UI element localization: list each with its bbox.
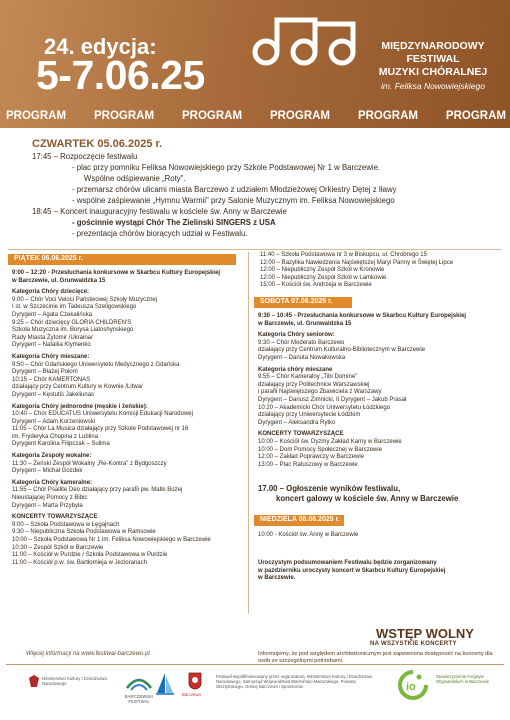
festival-patron: im. Feliksa Nowowiejskiego bbox=[381, 81, 485, 91]
concert-line: 12:00 – Niepubliczny Zespół Szkół w Lamkowie bbox=[260, 274, 387, 281]
thursday-line: - prezentacja chórów biorących udział w Festiwalu. bbox=[72, 229, 248, 238]
section-heading: Kategoria Chóry kameralne: bbox=[12, 479, 93, 486]
section-heading: Kategoria Chóry dziecięce: bbox=[12, 289, 90, 296]
program-label: PROGRAM bbox=[445, 110, 506, 122]
program-line: Rady Miasta Żytomir /Ukraina/ bbox=[12, 334, 93, 341]
program-line: Dyrygent Karolina Filipczak – Sulima bbox=[12, 441, 110, 448]
header-banner bbox=[0, 0, 510, 128]
program-line: 9:00 – Szkoła Podstawowa w Łęgajnach bbox=[12, 521, 120, 528]
eagle-emblem-icon bbox=[28, 674, 40, 688]
footer-divider bbox=[6, 664, 504, 665]
program-line: 9:50 – Chór Gdańskiego Uniwersytetu Medycznego z Gdańska bbox=[12, 361, 180, 368]
program-line: 9:25 – Chór dziecięcy GLORIA CHILDREN'S bbox=[12, 319, 132, 326]
program-line: 11:00 – Kościół p.w. św. Bartłomieja w Jezioranach bbox=[12, 559, 147, 566]
thursday-line: - przemarsz chórów ulicami miasta Barczewo z udziałem Młodzieżowej Orkiestry Dętej z Iławy bbox=[72, 185, 397, 194]
section-heading: w Barczewie, ul. Grunwaldzka 15 bbox=[12, 277, 106, 284]
barczewo-crest-label: Barczewo bbox=[182, 692, 201, 697]
program-line: I st. w Szczecinie im Tadeusza Szeligowskiego bbox=[12, 304, 137, 311]
program-line: działający przy Uniwersytecie Łódzkim bbox=[258, 412, 361, 419]
funding-note: Festiwal współfinansowany przez organizatora, Ministerstwo Kultury i Dziedzictwa Narodowego, Samorząd Województwa Warmińsko-Mazurskiego, Powiatu Olsztyńskiego, Gminę Barczewo i Sponsorów. bbox=[216, 674, 372, 689]
barczewo-festival-logo-text: BARCZEWSKI FESTIWAL bbox=[124, 694, 154, 704]
program-label: PROGRAM bbox=[181, 110, 243, 122]
section-heading: 9:00 – 12:20 - Przesłuchania konkursowe w Skarbcu Kultury Europejskiej bbox=[12, 270, 221, 276]
program-line: działający przy Politechnice Warszawskiej bbox=[258, 381, 370, 388]
program-label: PROGRAM bbox=[357, 110, 418, 122]
friday-concerts-continued bbox=[260, 252, 453, 290]
program-line: Dyrygent – Marta Przybyła bbox=[12, 502, 83, 509]
section-heading: Kategoria Chóry mieszane: bbox=[12, 353, 90, 360]
thursday-line: - plac przy pomniku Feliksa Nowowiejskiego przy Szkole Podstawowej Nr 1 w Barczewie. bbox=[72, 163, 381, 172]
section-heading: KONCERTY TOWARZYSZĄCE bbox=[258, 431, 344, 438]
program-label: PROGRAM bbox=[93, 110, 155, 122]
program-line: im. Fryderyka Chopina z Lublina bbox=[12, 433, 99, 440]
sunday-line: 10:00 - Kościół św. Anny w Barczewie bbox=[258, 532, 359, 538]
thursday-line: Wspólne odśpiewanie „Roty". bbox=[84, 174, 186, 183]
concert-line: 15:00 – Kościół św. Andrzeja w Barczewie bbox=[260, 282, 372, 289]
program-line: 10:00 – Dom Pomocy Społecznej w Barczewie bbox=[258, 446, 383, 453]
program-line: 10:00 – Kościół św. Dyzmy Zakład Karny w Barczewie bbox=[258, 438, 402, 445]
program-line: Dyrygent – Błażej Połom bbox=[12, 369, 78, 376]
friday-program bbox=[12, 270, 220, 567]
program-line: 9:00 – Chór Voci Veloci Państwowej Szkoły Muzycznej bbox=[12, 296, 158, 303]
program-strip bbox=[6, 110, 506, 122]
program-line: 12:00 – Zakład Poprawczy w Barczewie bbox=[258, 454, 365, 461]
program-line: 11:55 – Chór Psallite Deo działający przy parafii pw. Matki Bożej bbox=[12, 487, 183, 494]
free-entry-subtitle: NA WSZYSTKIE KONCERTY bbox=[370, 641, 457, 647]
program-line: działający przy Centrum Kultury w Kownie /Litwa/ bbox=[12, 384, 143, 391]
program-line: Dyrygent – Aleksandra Rytko bbox=[258, 419, 336, 426]
program-line: 9:30 – Chór Moderato Barczewo bbox=[258, 339, 345, 346]
saturday-program bbox=[258, 313, 466, 469]
accessibility-info: Informujemy, że pod względem architektonicznym jest zapewniona dostępność na koncerty dla osób ze szczególnymi potrzebami. bbox=[258, 651, 493, 664]
program-line: 10:00 – Szkoła Podstawowa Nr 1 im. Feliksa Nowowiejskiego w Barczewie bbox=[12, 537, 211, 543]
program-label: PROGRAM bbox=[269, 110, 331, 122]
saturday-band: SOBOTA 07.06.2025 r. bbox=[254, 297, 352, 308]
closing-note: Uroczystym podsumowaniem Festiwalu będzie zorganizowany w październiku uroczysty koncert w Skarbcu Kultury Europejskiej w Barczewie. bbox=[258, 560, 446, 582]
program-line: 10:15 – Chór KAMERTONAS bbox=[12, 376, 91, 383]
program-line: 11:00 – Kościół w Purdzie / Szkoła Podstawowa w Purdzie bbox=[12, 552, 168, 559]
festival-name: MIĘDZYNARODOWY FESTIWAL MUZYKI CHÓRALNEJ im. Feliksa Nowowiejskiego bbox=[358, 40, 508, 93]
program-label: PROGRAM bbox=[6, 110, 67, 122]
program-line: Dyrygent – Agata Czekalińska bbox=[12, 311, 93, 318]
section-heading: 9:30 – 10:45 - Przesłuchania konkursowe w Skarbcu Kultury Europejskiej bbox=[258, 313, 467, 319]
program-line: Nieustającej Pomocy z Bibic bbox=[12, 495, 88, 502]
section-heading: Kategoria chóry mieszane bbox=[258, 366, 333, 373]
sail-logo-icon bbox=[154, 671, 176, 697]
sio-association-text: Stowarzyszenie Inicjatyw Obywatelskich w Barczewie bbox=[436, 674, 490, 684]
concert-line: 12:00 – Niepubliczny Zespół Szkół w Kronowie bbox=[260, 267, 385, 274]
thursday-title: CZWARTEK 05.06.2025 r. bbox=[32, 138, 163, 150]
festival-dates: 5-7.06.25 bbox=[36, 52, 205, 98]
barczewo-festival-logo-icon bbox=[124, 672, 154, 694]
sio-association-logo-icon bbox=[396, 668, 430, 702]
program-line: Dyrygent – Nataliia Klymenko bbox=[12, 342, 91, 349]
program-line: 11:30 – Żeński Zespół Wokalny „Re-Kontra" z Bydgoszczy bbox=[12, 460, 167, 467]
concert-line: 12:00 – Bazylika Nawiedzenia Najświętszej Maryi Panny w Świętej Lipce bbox=[260, 259, 454, 266]
free-entry-title: WSTĘP WOLNY bbox=[376, 626, 474, 641]
program-line: działający przy Centrum Kulturalno-Bibliotecznym w Barczewie bbox=[258, 347, 426, 354]
program-line: 13:00 – Plac Ratuszowy w Barczewie bbox=[258, 461, 358, 468]
thursday-line: - gościnnie wystąpi Chór The Zielinski SINGERS z USA bbox=[72, 218, 276, 227]
thursday-line: - wspólne zaśpiewanie „Hymnu Warmii" przy Salonie Muzycznym im. Feliksa Nowowiejskiego bbox=[72, 196, 395, 205]
edition-label: 24. edycja: bbox=[44, 34, 157, 59]
friday-band: PIĄTEK 06.06.2025 r. bbox=[8, 254, 236, 265]
program-line: 9:30 – Niepubliczna Szkoła Podstawowa w Ramsowie bbox=[12, 529, 156, 536]
website-link[interactable]: Więcej informacji na www.festiwal-barczewo.pl bbox=[26, 651, 150, 657]
column-divider bbox=[248, 252, 249, 614]
program-line: 10:40 – Chór EDUCATUS Uniwersytetu Komisji Edukacji Narodowej bbox=[12, 411, 193, 418]
program-line: Dyrygent – Dariusz Zimnicki, II Dyrygent – Jakub Prasał bbox=[258, 396, 407, 403]
concert-line: 11:40 – Szkoła Podstawowa nr 3 w Biskupcu, ul. Chrobrego 15 bbox=[260, 252, 427, 258]
program-line: Dyrygent – Danuta Nowakowska bbox=[258, 354, 346, 361]
section-heading: Kategoria Zespoły wokalne: bbox=[12, 453, 92, 460]
section-heading: w Barczewie, ul. Grunwaldzka 15 bbox=[258, 320, 352, 327]
program-line: 11:05 – Chór La Musica działający przy Szkole Podstawowej nr 16 bbox=[12, 426, 189, 433]
program-line: 10:30 – Zespół Szkół w Barczewie bbox=[12, 544, 104, 551]
thursday-section bbox=[8, 128, 502, 250]
thursday-line: 17:45 – Rozpoczęcie festiwalu bbox=[32, 152, 138, 161]
sunday-band: NIEDZIELA 08.06.2025 r. bbox=[254, 515, 344, 526]
barczewo-crest-icon bbox=[188, 672, 202, 690]
thursday-line: 18:45 – Koncert inauguracyjny festiwalu w kościele św. Anny w Barczewie bbox=[32, 207, 287, 216]
program-line: Dyrygent – Michał Gozdek bbox=[12, 468, 83, 475]
results-announcement: 17.00 – Ogłoszenie wyników festiwalu, koncert galowy w kościele św. Anny w Barczewie bbox=[258, 484, 459, 503]
program-line: 10:20 – Akademicki Chór Uniwersytetu Łódzkiego bbox=[258, 404, 391, 411]
section-heading: KONCERTY TOWARZYSZĄCE bbox=[12, 514, 98, 521]
music-notes-logo-icon bbox=[250, 14, 358, 66]
program-line: Szkoła Muzyczna im. Borysa Liatoshynskiego bbox=[12, 327, 134, 334]
section-heading: Kategoria Chóry seniorów: bbox=[258, 332, 335, 339]
program-line: Dyrygent – Kęstutis Jakeliunas bbox=[12, 391, 95, 398]
ministry-logo-text: Ministerstwo Kultury i Dziedzictwa Narodowego bbox=[42, 676, 107, 686]
program-line: i parafii Najświętszego Zbawiciela z Warszawy bbox=[258, 389, 382, 396]
svg-text:io: io bbox=[406, 681, 416, 693]
section-heading: Kategoria Chóry jednorodne (męskie i żeńskie): bbox=[12, 403, 148, 410]
program-line: 9:55 – Chór Kameralny „Tibi Domine" bbox=[258, 374, 358, 381]
program-line: Dyrygent – Adam Korzeniowski bbox=[12, 418, 96, 425]
